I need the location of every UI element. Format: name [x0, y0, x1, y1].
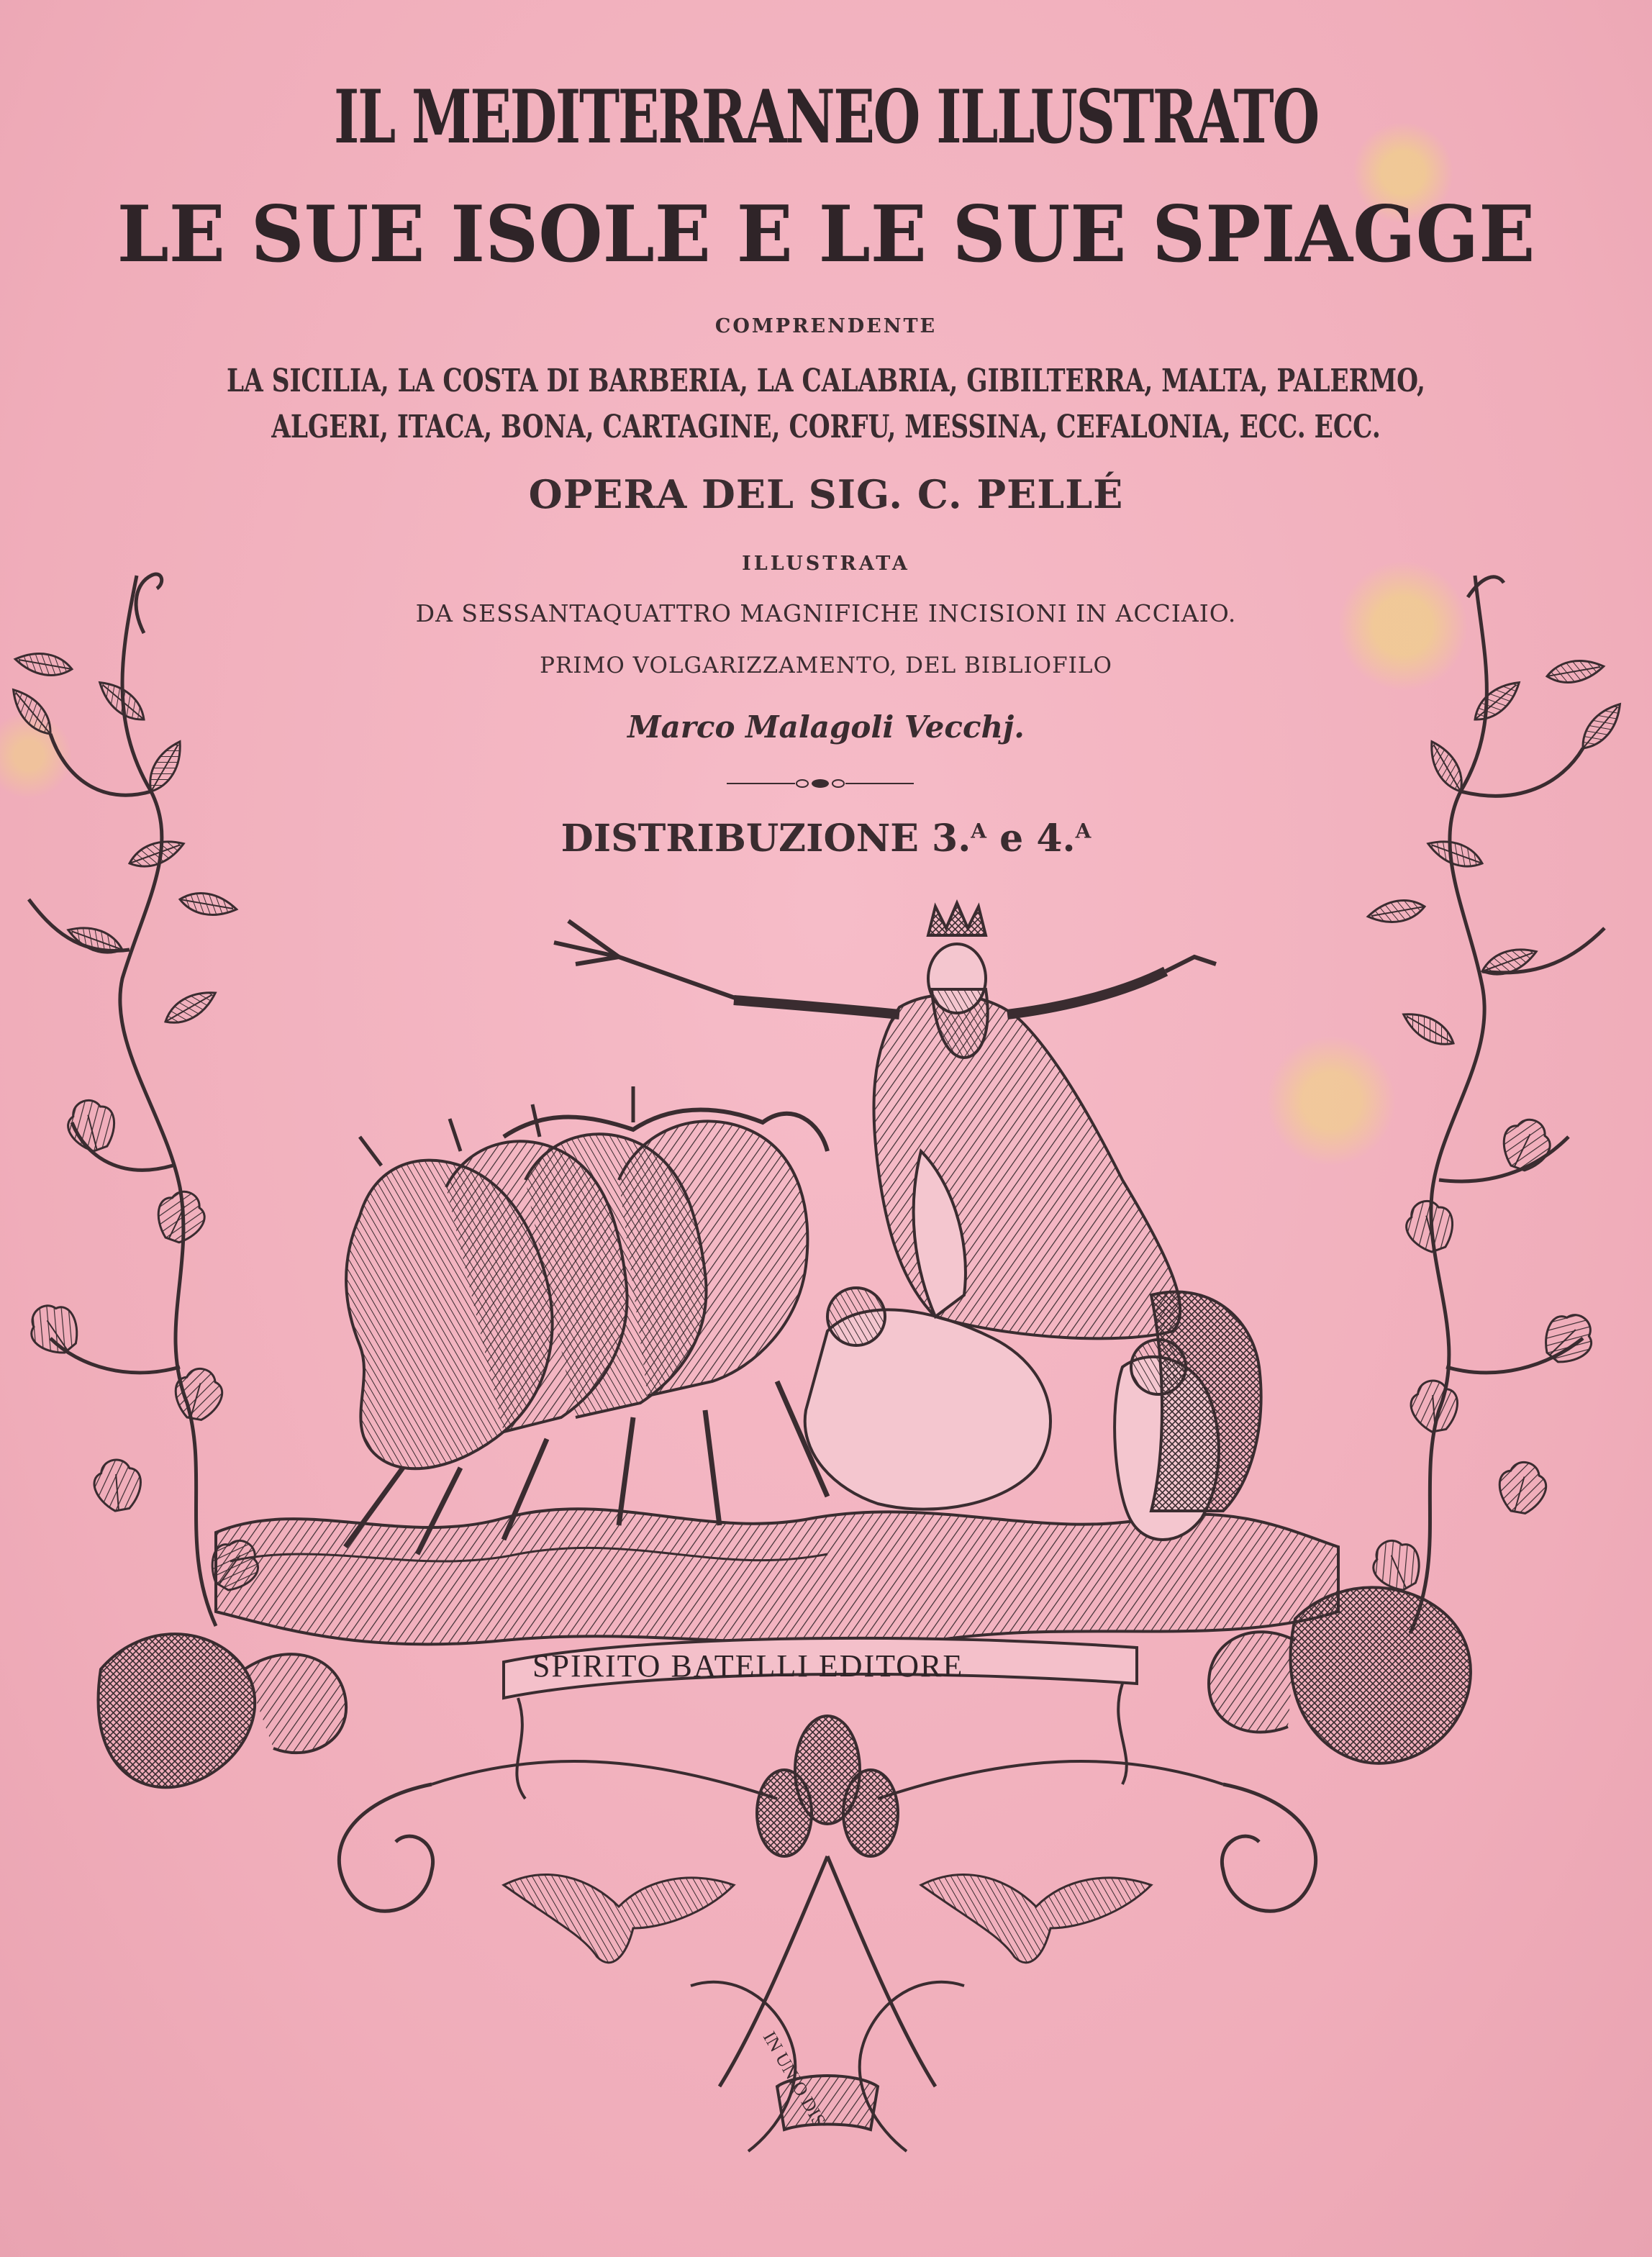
lower-ribbon-text: IN UNIO DIS [758, 2027, 830, 2130]
engravings-line: DA SESSANTAQUATTRO MAGNIFICHE INCISIONI IN ACCIAIO. [415, 599, 1237, 627]
distribution-line: DISTRIBUZIONE 3.$^A$ e 4.$^A$ [560, 817, 1092, 860]
publisher-banner-text: SPIRITO BATELLI EDITORE [532, 1648, 964, 1684]
translation-line: PRIMO VOLGARIZZAMENTO, DEL BIBLIOFILO [540, 653, 1112, 678]
central-ornament [339, 1716, 1315, 2086]
left-acanthus [99, 1634, 347, 1787]
illustrata-label: ILLUSTRATA [742, 553, 910, 575]
left-leaves [6, 649, 268, 1598]
sea-horses [345, 1086, 827, 1554]
places-line-2: ALGERI, ITACA, BONA, CARTAGINE, CORFU, MESSINA, CEFALONIA, ECC. ECC. [271, 409, 1381, 445]
trident [554, 921, 741, 1000]
title-line-1: IL MEDITERRANEO ILLUSTRATO [334, 74, 1318, 160]
neptune-chariot-vignette [0, 561, 1652, 2257]
right-bird [921, 1875, 1151, 1963]
comprendente-label: COMPRENDENTE [714, 315, 938, 337]
left-bird [504, 1875, 734, 1963]
author-line: OPERA DEL SIG. C. PELLÉ [528, 471, 1124, 517]
places-line-1: LA SICILIA, LA COSTA DI BARBERIA, LA CALABRIA, GIBILTERRA, MALTA, PALERMO, [226, 363, 1426, 399]
title-line-2: LE SUE ISOLE E LE SUE SPIAGGE [117, 189, 1535, 280]
translator-name: Marco Malagoli Vecchj. [627, 709, 1025, 745]
